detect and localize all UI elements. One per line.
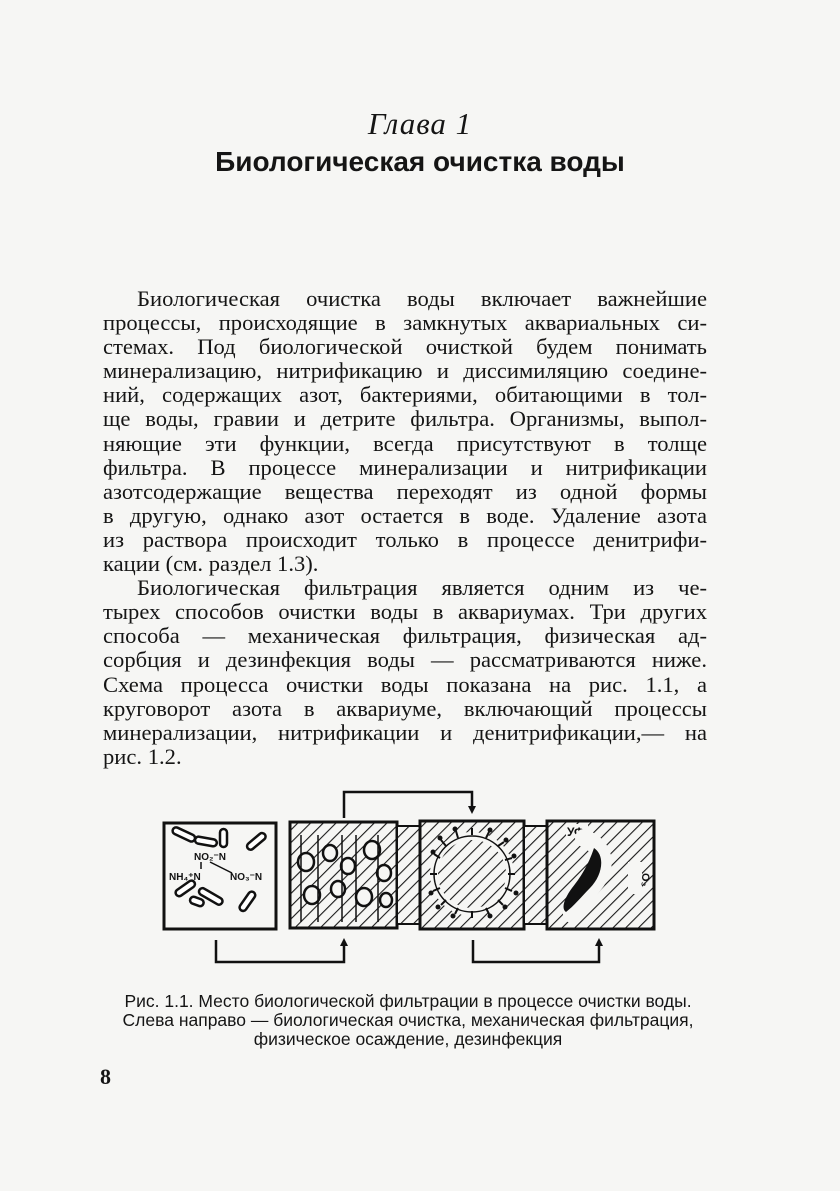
figure-caption	[88, 992, 728, 1049]
text-line: сорбция и дезинфекция воды — рассматриваются ниже.	[103, 647, 707, 673]
text-line: тырех способов очистки воды в аквариумах. Три других	[103, 599, 707, 625]
page-number: 8	[100, 1064, 111, 1089]
text-line: фильтра. В процессе минерализации и нитрификации	[103, 454, 707, 480]
text-line: Схема процесса очистки воды показана на рис. 1.1, а	[103, 671, 707, 697]
caption-line: Рис. 1.1. Место биологической фильтрации в процессе очистки воды.	[124, 991, 692, 1011]
caption-line: Слева направо — биологическая очистка, механическая фильтрация,	[122, 1010, 694, 1030]
text-line: кации (см. раздел 1.3).	[103, 551, 319, 577]
o3-label: O₃	[639, 873, 651, 887]
text-line: круговорот азота в аквариуме, включающий процессы	[103, 695, 707, 721]
text-line: ний, содержащих азот, бактериями, обитающими в тол-	[103, 382, 707, 408]
disinfection-panel	[547, 821, 654, 929]
body-text	[103, 287, 707, 769]
right-return-arrow	[473, 940, 599, 962]
top-flow-arrow	[344, 792, 472, 818]
caption-line: физическое осаждение, дезинфекция	[253, 1029, 563, 1049]
text-line: способа — механическая фильтрация, физическая ад-	[103, 623, 707, 649]
text-line: няющие эти функции, всегда присутствуют в толще	[103, 430, 707, 456]
text-line: азотсодержащие вещества переходят из одной формы	[103, 478, 707, 504]
paragraph-1	[103, 287, 707, 576]
text-line: в другую, однако азот остается в воде. Удаление азота	[103, 502, 707, 528]
chapter-title: Биологическая очистка воды	[215, 146, 625, 177]
text-line: минерализации, нитрификации и денитрификации,— на	[103, 719, 707, 745]
text-line: ще воды, гравии и детрите фильтра. Организмы, выпол-	[103, 406, 707, 432]
chapter-label: Глава 1	[367, 106, 473, 141]
paragraph-2	[103, 576, 707, 769]
mechanical-filtration-panel	[290, 822, 397, 928]
nh4-label: NH₄⁺N	[169, 872, 201, 883]
text-line: рис. 1.2.	[103, 743, 182, 769]
physical-sedimentation-panel	[420, 821, 524, 929]
no2-label: NO₂⁻N	[194, 852, 226, 863]
text-line: Биологическая очистка воды включает важнейшие	[137, 286, 707, 311]
text-line: минерализацию, нитрификацию и диссимиляцию соедине-	[103, 358, 707, 384]
text-line: Биологическая фильтрация является одним из че-	[137, 575, 707, 601]
no3-label: NO₃⁻N	[230, 872, 263, 883]
left-return-arrow	[216, 940, 344, 962]
water-treatment-diagram	[155, 786, 670, 976]
text-line: процессы, происходящие в замкнутых аквариальных си-	[103, 310, 707, 336]
text-line: стемах. Под биологической очисткой будем понимать	[103, 334, 707, 360]
text-line: из раствора происходит только в процессе денитрифи-	[103, 526, 707, 552]
biological-treatment-panel	[164, 823, 276, 929]
uv-label: УФ	[567, 825, 585, 839]
